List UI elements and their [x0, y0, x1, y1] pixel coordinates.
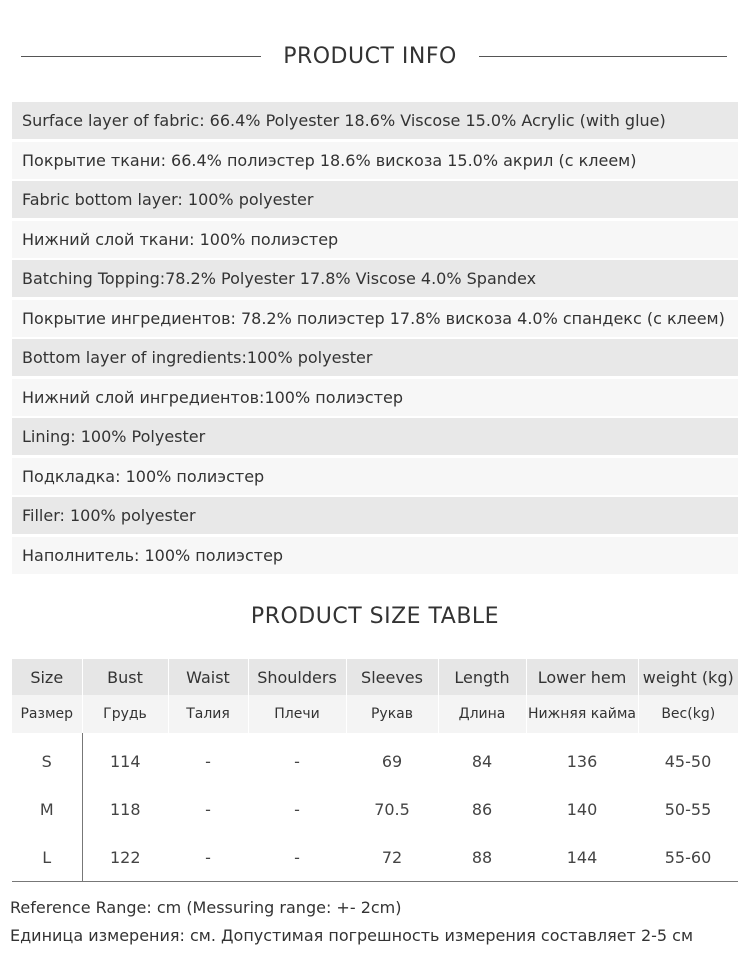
info-row: Lining: 100% Polyester — [12, 418, 738, 455]
table-row — [12, 833, 738, 882]
product-info-title: PRODUCT INFO — [283, 44, 457, 69]
info-row: Покрытие ингредиентов: 78.2% полиэстер 17.8% вискоза 4.0% спандекс (с клеем) — [12, 300, 738, 337]
header-cell-ru: Размер — [12, 695, 82, 733]
table-cell: 140 — [566, 799, 598, 819]
info-row: Наполнитель: 100% полиэстер — [12, 537, 738, 574]
header-cell-ru: Талия — [168, 695, 248, 733]
table-cell: 69 — [381, 751, 403, 771]
table-row — [12, 785, 738, 833]
info-row: Filler: 100% polyester — [12, 497, 738, 534]
table-cell: - — [294, 751, 300, 771]
table-cell: 144 — [526, 833, 638, 882]
header-cell: Bust — [82, 659, 168, 695]
heading-rule-right — [479, 56, 727, 57]
table-cell: 86 — [471, 799, 493, 819]
table-cell: 114 — [109, 751, 141, 771]
size-table — [12, 659, 738, 882]
info-row: Нижний слой ингредиентов:100% полиэстер — [12, 379, 738, 416]
measurement-unit-note: Единица измерения: см. Допустимая погрешность измерения составляет 2-5 см — [10, 926, 694, 945]
info-row: Bottom layer of ingredients:100% polyester — [12, 339, 738, 376]
table-cell: 70.5 — [374, 799, 410, 819]
table-cell: - — [248, 833, 346, 882]
header-cell: weight (kg) — [638, 659, 738, 695]
header-cell: Sleeves — [346, 659, 438, 695]
table-header-en — [12, 659, 738, 695]
info-row: Нижний слой ткани: 100% полиэстер — [12, 221, 738, 258]
table-header-ru — [12, 695, 738, 733]
table-cell: 84 — [471, 751, 493, 771]
size-cell: M — [12, 785, 82, 833]
header-cell: Size — [12, 659, 82, 695]
header-cell: Lower hem — [526, 659, 638, 695]
header-cell-ru: Нижняя кайма — [526, 695, 638, 733]
header-cell-ru: Рукав — [346, 695, 438, 733]
header-cell-ru: Плечи — [248, 695, 346, 733]
header-cell: Shoulders — [248, 659, 346, 695]
header-cell: Length — [438, 659, 526, 695]
header-cell-ru: Вес(kg) — [638, 695, 738, 733]
header-cell: Waist — [168, 659, 248, 695]
size-table-title: PRODUCT SIZE TABLE — [250, 604, 500, 629]
table-cell: 50-55 — [664, 799, 712, 819]
heading-rule-left — [21, 56, 261, 57]
table-cell: 88 — [438, 833, 526, 882]
info-row: Покрытие ткани: 66.4% полиэстер 18.6% вискоза 15.0% акрил (с клеем) — [12, 142, 738, 179]
header-cell-ru: Грудь — [82, 695, 168, 733]
table-cell: 118 — [109, 799, 141, 819]
table-cell: 122 — [82, 833, 168, 882]
table-cell: - — [294, 799, 300, 819]
product-info-heading — [0, 44, 750, 69]
table-cell: - — [168, 833, 248, 882]
size-cell: L — [12, 833, 82, 882]
info-row: Подкладка: 100% полиэстер — [12, 458, 738, 495]
size-cell: S — [12, 733, 82, 785]
product-info-list — [12, 102, 738, 576]
table-row — [12, 733, 738, 785]
table-cell: - — [205, 799, 211, 819]
info-row: Surface layer of fabric: 66.4% Polyester 18.6% Viscose 15.0% Acrylic (with glue) — [12, 102, 738, 139]
table-cell: 55-60 — [638, 833, 738, 882]
size-table-heading — [0, 604, 750, 629]
table-cell: 72 — [346, 833, 438, 882]
reference-range-note: Reference Range: cm (Messuring range: +- 2cm) — [10, 898, 402, 917]
table-cell: 45-50 — [664, 751, 712, 771]
info-row: Batching Topping:78.2% Polyester 17.8% Viscose 4.0% Spandex — [12, 260, 738, 297]
table-cell: 136 — [566, 751, 598, 771]
table-cell: - — [205, 751, 211, 771]
info-row: Fabric bottom layer: 100% polyester — [12, 181, 738, 218]
header-cell-ru: Длина — [438, 695, 526, 733]
